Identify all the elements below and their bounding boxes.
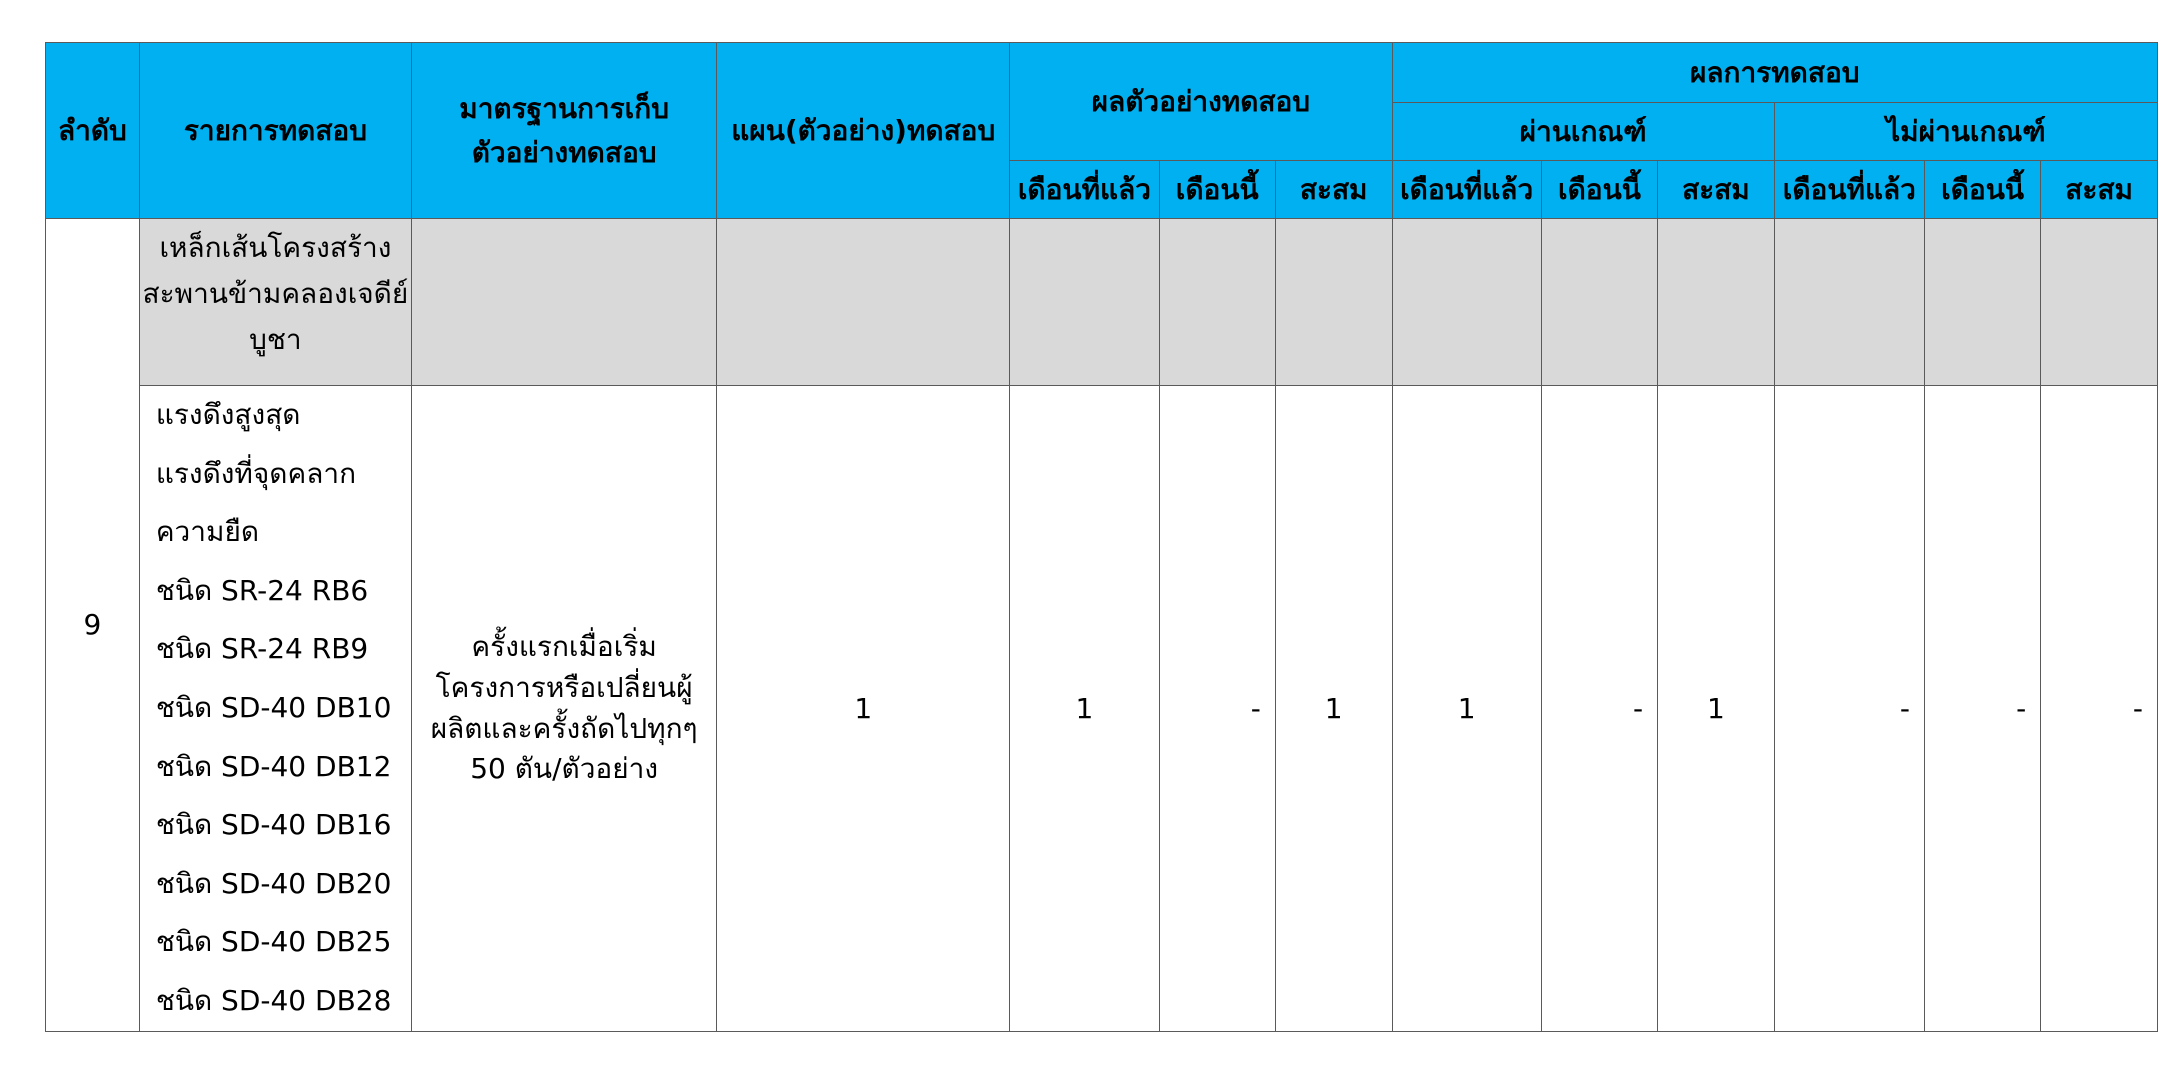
header-row-1 — [46, 43, 2158, 103]
group-title: เหล็กเส้นโครงสร้างสะพานข้ามคลองเจดีย์บูชา — [139, 219, 411, 386]
fail-cumulative-value: - — [2041, 386, 2158, 1032]
header-fail-this-month: เดือนนี้ — [1924, 161, 2040, 219]
header-pass-cumulative: สะสม — [1658, 161, 1775, 219]
group-cell-fail-cum — [2041, 219, 2158, 386]
header-sample-this-month: เดือนนี้ — [1159, 161, 1275, 219]
list-item: ความยืด — [155, 515, 260, 549]
header-sample-cumulative: สะสม — [1275, 161, 1392, 219]
sampling-standard-text: ครั้งแรกเมื่อเริ่มโครงการหรือเปลี่ยนผู้ผลิตและครั้งถัดไปทุกๆ 50 ตัน/ตัวอย่าง — [412, 386, 717, 1032]
pass-cumulative-value: 1 — [1658, 386, 1775, 1032]
group-cell-plan — [717, 219, 1010, 386]
plan-value: 1 — [717, 386, 1010, 1032]
list-item: ชนิด SD-40 DB12 — [155, 749, 392, 783]
header-sampling-standard: มาตรฐานการเก็บตัวอย่างทดสอบ — [412, 43, 717, 219]
header-test-results: ผลการทดสอบ — [1392, 43, 2158, 103]
test-items-list — [139, 386, 411, 1032]
header-fail-last-month: เดือนที่แล้ว — [1774, 161, 1924, 219]
header-test-item: รายการทดสอบ — [139, 43, 411, 219]
group-cell-fail-last — [1774, 219, 1924, 386]
group-cell-pass-last — [1392, 219, 1541, 386]
group-cell-fail-this — [1924, 219, 2040, 386]
list-item: ชนิด SD-40 DB10 — [155, 690, 392, 724]
list-item: แรงดึงที่จุดคลาก — [155, 456, 357, 490]
header-no: ลำดับ — [46, 43, 140, 219]
sample-this-month-value: - — [1159, 386, 1275, 1032]
row-number: 9 — [46, 219, 140, 1032]
group-row — [46, 219, 2158, 386]
group-cell-sample-last — [1010, 219, 1159, 386]
header-sample-last-month: เดือนที่แล้ว — [1010, 161, 1159, 219]
group-cell-pass-this — [1541, 219, 1657, 386]
header-failed: ไม่ผ่านเกณฑ์ — [1774, 103, 2157, 161]
fail-this-month-value: - — [1924, 386, 2040, 1032]
list-item: ชนิด SD-40 DB28 — [155, 983, 392, 1017]
list-item: ชนิด SD-40 DB25 — [155, 925, 392, 959]
header-sample-results: ผลตัวอย่างทดสอบ — [1010, 43, 1392, 161]
group-cell-standard — [412, 219, 717, 386]
header-pass-this-month: เดือนนี้ — [1541, 161, 1657, 219]
list-item: ชนิด SD-40 DB20 — [155, 866, 392, 900]
group-cell-pass-cum — [1658, 219, 1775, 386]
test-results-sheet — [45, 42, 2158, 1032]
list-item: แรงดึงสูงสุด — [155, 398, 301, 431]
header-passed: ผ่านเกณฑ์ — [1392, 103, 1774, 161]
data-row — [46, 386, 2158, 1032]
group-cell-sample-cum — [1275, 219, 1392, 386]
sample-last-month-value: 1 — [1010, 386, 1159, 1032]
test-results-table — [45, 42, 2158, 1032]
header-pass-last-month: เดือนที่แล้ว — [1392, 161, 1541, 219]
header-plan: แผน(ตัวอย่าง)ทดสอบ — [717, 43, 1010, 219]
list-item: ชนิด SR-24 RB6 — [155, 573, 369, 607]
pass-this-month-value: - — [1541, 386, 1657, 1032]
list-item: ชนิด SD-40 DB16 — [155, 808, 392, 842]
group-cell-sample-this — [1159, 219, 1275, 386]
list-item: ชนิด SR-24 RB9 — [155, 632, 369, 666]
pass-last-month-value: 1 — [1392, 386, 1541, 1032]
sample-cumulative-value: 1 — [1275, 386, 1392, 1032]
header-fail-cumulative: สะสม — [2041, 161, 2158, 219]
fail-last-month-value: - — [1774, 386, 1924, 1032]
